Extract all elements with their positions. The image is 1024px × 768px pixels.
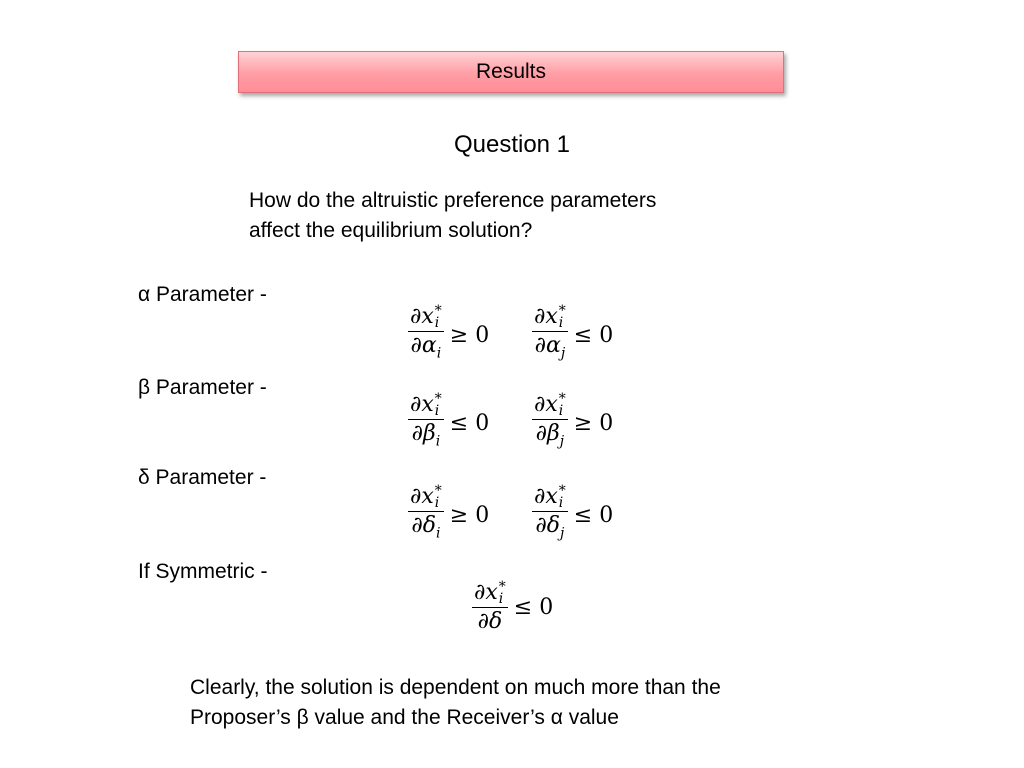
question-title: Question 1 xyxy=(453,131,571,158)
fraction: ∂x * i $\partial\beta_i$ xyxy=(410,391,442,450)
delta-parameter-label: δ Parameter - xyxy=(138,466,267,489)
fraction: ∂x * i $\partial\delta_j$ xyxy=(534,483,566,542)
alpha-parameter-label: α Parameter - xyxy=(138,283,267,306)
fraction: ∂x * i $\partial\delta_i$ xyxy=(410,483,442,542)
fraction: ∂x * i ∂δ xyxy=(474,579,506,634)
question-line-1: How do the altruistic preference parameters xyxy=(249,189,657,212)
eq-beta-j xyxy=(532,393,613,453)
conclusion-line-1: Clearly, the solution is dependent on much more than the xyxy=(190,676,721,699)
relation: ≥ 0 xyxy=(573,410,614,436)
eq-symmetric xyxy=(472,581,553,634)
relation: ≤ 0 xyxy=(573,502,614,528)
banner-title: Results xyxy=(475,60,547,83)
fraction: ∂x * i $\partial\alpha_i$ xyxy=(410,303,442,362)
question-text xyxy=(249,186,749,246)
relation: ≤ 0 xyxy=(449,410,490,436)
question-line-2: affect the equilibrium solution? xyxy=(249,219,533,242)
relation: ≥ 0 xyxy=(449,322,490,348)
fraction: ∂x * i $\partial\alpha_j$ xyxy=(534,303,566,362)
eq-alpha-i xyxy=(408,305,489,365)
relation: ≥ 0 xyxy=(449,502,490,528)
eq-alpha-j xyxy=(532,305,613,365)
fraction: ∂x * i $\partial\beta_j$ xyxy=(534,391,566,450)
conclusion-line-2: Proposer’s β value and the Receiver’s α value xyxy=(190,706,619,729)
eq-beta-i xyxy=(408,393,489,453)
beta-parameter-label: β Parameter - xyxy=(138,376,267,399)
eq-delta-i xyxy=(408,485,489,545)
relation: ≤ 0 xyxy=(573,322,614,348)
relation: ≤ 0 xyxy=(513,595,554,620)
eq-delta-j xyxy=(532,485,613,545)
results-banner xyxy=(238,51,784,93)
conclusion-text xyxy=(190,673,830,733)
symmetric-label: If Symmetric - xyxy=(138,560,268,583)
